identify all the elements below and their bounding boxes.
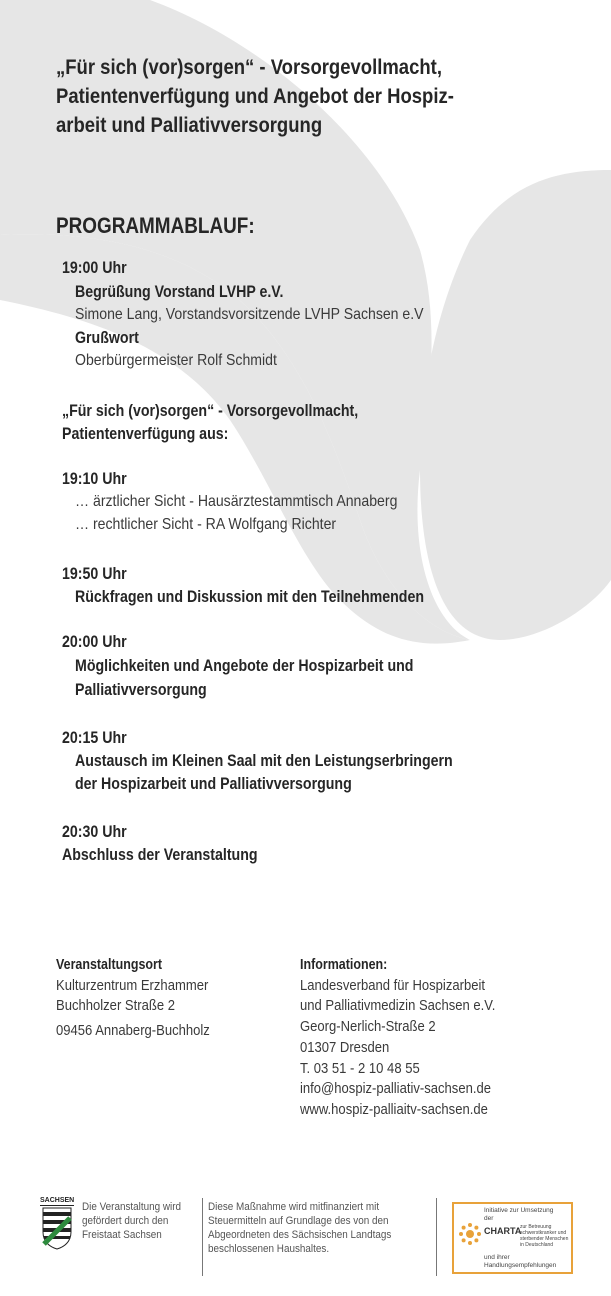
exchange-line-1: Austausch im Kleinen Saal mit den Leistungserbringern	[75, 752, 453, 770]
topic-line-1: „Für sich (vor)sorgen“ - Vorsorgevollmacht,	[62, 402, 359, 420]
time-2030: 20:30 Uhr	[62, 823, 127, 841]
sachsen-logo	[40, 1196, 74, 1252]
possibilities-line-2: Palliativversorgung	[75, 681, 207, 699]
venue-line-1: Kulturzentrum Erzhammer	[56, 978, 209, 994]
charta-bottom: und ihrer Handlungsempfehlungen	[484, 1254, 557, 1269]
grusswort-person: Oberbürgermeister Rolf Schmidt	[75, 352, 277, 369]
info-line-4: 01307 Dresden	[300, 1040, 390, 1056]
charta-logo	[452, 1202, 573, 1274]
venue-line-3: 09456 Annaberg-Buchholz	[56, 1023, 210, 1039]
info-line-1: Landesverband für Hospizarbeit	[300, 978, 485, 994]
info-line-3: Georg-Nerlich-Straße 2	[300, 1019, 436, 1035]
footer-divider-2	[436, 1198, 437, 1276]
info-website[interactable]: www.hospiz-palliaitv-sachsen.de	[300, 1102, 488, 1118]
sachsen-label: SACHSEN	[40, 1197, 75, 1204]
sachsen-coat-of-arms-icon	[40, 1206, 74, 1250]
greeting-person: Simone Lang, Vorstandsvorsitzende LVHP Sachsen e.V	[75, 306, 424, 323]
charta-sub: zur Betreuung schwerstkranker und sterbender Menschen in Deutschland	[520, 1224, 569, 1248]
possibilities-line-1: Möglichkeiten und Angebote der Hospizarbeit und	[75, 657, 414, 675]
title-line-3: arbeit und Palliativversorgung	[56, 113, 323, 137]
cofinance-text: Diese Maßnahme wird mitfinanziert mit Steuermitteln auf Grundlage des von den Abgeordneten des Sächsischen Landtags beschlossenen Haushaltes.	[208, 1201, 392, 1255]
topic-line-2: Patientenverfügung aus:	[62, 425, 229, 443]
grusswort-title: Grußwort	[75, 329, 139, 347]
charta-initiative: Initiative zur Umsetzung der	[484, 1207, 554, 1222]
charta-sun-icon	[458, 1222, 482, 1246]
charta-name: CHARTA	[484, 1226, 522, 1236]
medical-view: … ärztlicher Sicht - Hausärztestammtisch Annaberg	[75, 493, 398, 510]
program-heading: PROGRAMMABLAUF:	[56, 213, 255, 238]
legal-view: … rechtlicher Sicht - RA Wolfgang Richter	[75, 516, 337, 533]
exchange-line-2: der Hospizarbeit und Palliativversorgung	[75, 775, 352, 793]
footer-divider-1	[202, 1198, 203, 1276]
greeting-title: Begrüßung Vorstand LVHP e.V.	[75, 283, 284, 301]
title-line-1: „Für sich (vor)sorgen“ - Vorsorgevollmacht,	[56, 55, 442, 79]
time-2000: 20:00 Uhr	[62, 633, 127, 651]
venue-line-2: Buchholzer Straße 2	[56, 998, 175, 1014]
questions-item: Rückfragen und Diskussion mit den Teilnehmenden	[75, 588, 425, 606]
info-phone: T. 03 51 - 2 10 48 55	[300, 1061, 420, 1077]
time-1900: 19:00 Uhr	[62, 259, 127, 277]
closing-item: Abschluss der Veranstaltung	[62, 846, 258, 864]
funding-text: Die Veranstaltung wird gefördert durch den Freistaat Sachsen	[82, 1201, 182, 1241]
venue-heading: Veranstaltungsort	[56, 957, 163, 973]
time-2015: 20:15 Uhr	[62, 729, 127, 747]
time-1950: 19:50 Uhr	[62, 565, 127, 583]
info-email[interactable]: info@hospiz-palliativ-sachsen.de	[300, 1081, 491, 1097]
page-title	[56, 53, 454, 140]
title-line-2: Patientenverfügung und Angebot der Hospiz-	[56, 84, 454, 108]
info-line-2: und Palliativmedizin Sachsen e.V.	[300, 998, 496, 1014]
info-heading: Informationen:	[300, 957, 388, 973]
time-1910: 19:10 Uhr	[62, 470, 127, 488]
